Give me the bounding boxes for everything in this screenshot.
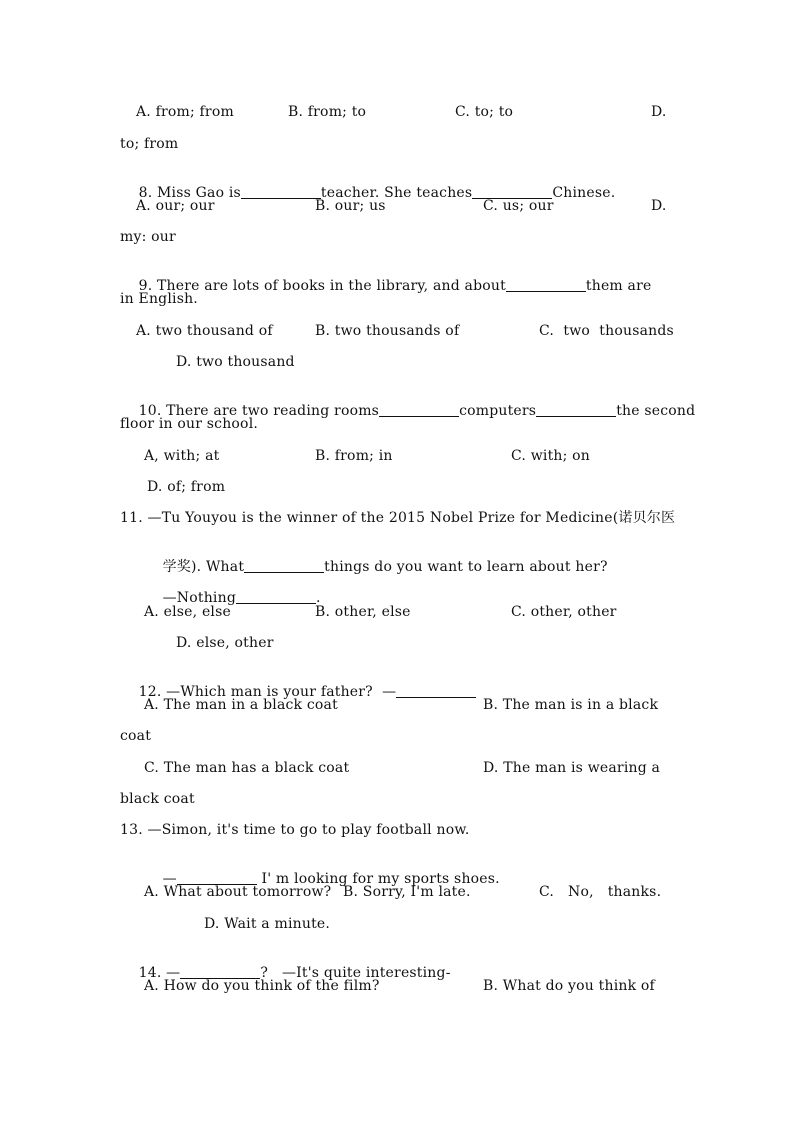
q14-option-b: B. What do you think of [483, 978, 655, 994]
q7-option-c: C. to; to [455, 104, 514, 120]
q10-stem-line2: floor in our school. [120, 416, 259, 432]
q9-option-a: A. two thousand of [136, 323, 273, 339]
q11-line3-part2: . [316, 590, 321, 606]
q12-option-c: C. The man has a black coat [144, 760, 350, 776]
answer-blank [241, 184, 321, 199]
q13-option-c: C. No, thanks. [539, 884, 662, 900]
q11-option-c: C. other, other [511, 604, 617, 620]
q11-line2-part1: 学奖). What [162, 559, 245, 575]
q8-stem-part2: teacher. She teaches [320, 185, 473, 201]
q7-option-a: A. from; from [136, 104, 234, 120]
q11-line3-part1: —Nothing [162, 590, 236, 606]
q10-stem-part2: computers [459, 403, 537, 419]
answer-blank [506, 277, 586, 292]
q7-option-d-text: to; from [120, 136, 179, 152]
q8-option-d-letter: D. [651, 198, 667, 214]
q13-option-b: B. Sorry, I'm late. [343, 884, 471, 900]
q14-stem-part1: 14. — [138, 965, 181, 981]
q9-stem-part2: them are [585, 278, 652, 294]
q7-option-d-letter: D. [651, 104, 667, 120]
answer-blank [236, 589, 316, 604]
q12-option-b-cont: coat [120, 728, 152, 744]
q13-line2-dash: — [162, 871, 177, 887]
answer-blank [396, 683, 476, 698]
q12-option-a: A. The man in a black coat [144, 697, 338, 713]
q11-option-a: A. else, else [144, 604, 231, 620]
answer-blank [536, 402, 616, 417]
q9-option-c: C. two thousands [539, 323, 674, 339]
q9-option-b: B. two thousands of [315, 323, 460, 339]
q9-stem-line2: in English. [120, 291, 198, 307]
q10-stem-part1: 10. There are two reading rooms [138, 403, 380, 419]
q13-stem-line1: 13. —Simon, it's time to go to play football now. [120, 822, 470, 838]
q8-option-b: B. our; us [315, 198, 386, 214]
q12-option-d: D. The man is wearing a [483, 760, 661, 776]
q7-option-b: B. from; to [288, 104, 367, 120]
q10-option-c: C. with; on [511, 448, 591, 464]
q8-stem-part1: 8. Miss Gao is [138, 185, 241, 201]
q9-option-d: D. two thousand [176, 354, 295, 370]
q14-stem-part2: ? —It's quite interesting- [260, 965, 451, 981]
q13-option-d: D. Wait a minute. [204, 916, 331, 932]
q8-option-c: C. us; our [483, 198, 554, 214]
q10-option-b: B. from; in [315, 448, 393, 464]
q11-option-d: D. else, other [176, 635, 274, 651]
q10-option-d: D. of; from [147, 479, 226, 495]
q12-option-b: B. The man is in a black [483, 697, 659, 713]
q8-option-a: A. our; our [136, 198, 215, 214]
q12-stem-text: 12. —Which man is your father? — [138, 684, 397, 700]
q11-option-b: B. other, else [315, 604, 411, 620]
q8-option-d-text: my: our [120, 229, 176, 245]
q9-stem-part1: 9. There are lots of books in the library, and about [138, 278, 506, 294]
q10-option-a: A, with; at [144, 448, 220, 464]
q13-option-a: A. What about tomorrow? [144, 884, 332, 900]
q13-line2-text: I' m looking for my sports shoes. [256, 871, 500, 887]
q11-stem-line1: 11. —Tu Youyou is the winner of the 2015 Nobel Prize for Medicine(诺贝尔医 [120, 510, 676, 526]
q9-stem [120, 259, 651, 313]
q11-line2-part2: things do you want to learn about her? [324, 559, 608, 575]
q12-option-d-cont: black coat [120, 791, 195, 807]
q8-stem-part3: Chinese. [552, 185, 616, 201]
q14-option-a: A. How do you think of the film? [144, 978, 380, 994]
answer-blank [379, 402, 459, 417]
q10-stem-part3: the second [616, 403, 696, 419]
